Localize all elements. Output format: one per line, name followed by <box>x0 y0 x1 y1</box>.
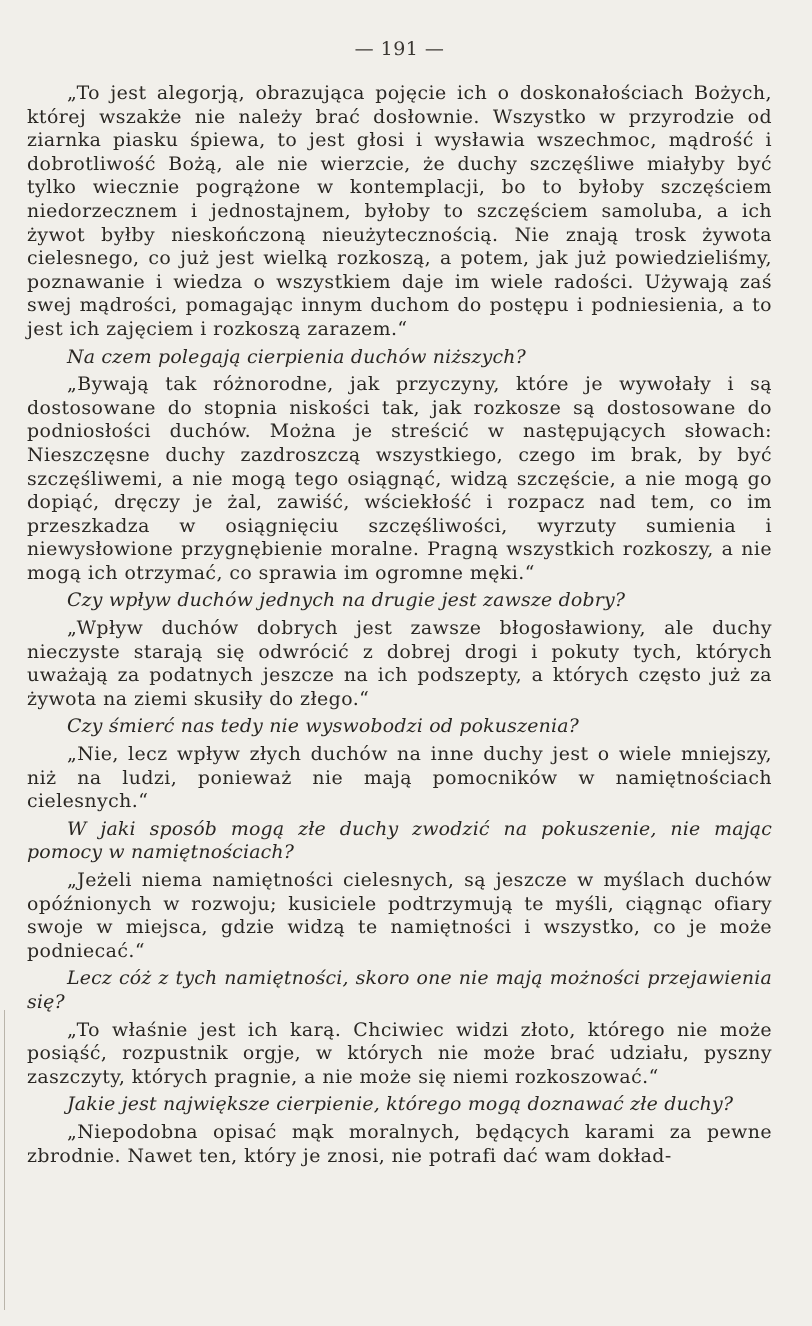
question-paragraph: Na czem polegają cierpienia duchów niższych? <box>67 345 526 368</box>
question-paragraph: W jaki sposób mogą złe duchy zwodzić na pokuszenie, nie mając pomocy w namiętnościach? <box>27 817 772 864</box>
answer-paragraph: „Jeżeli niema namiętności cielesnych, są jeszcze w myślach duchów opóźnionych w rozwoju; kusiciele podtrzymują te myśli, ciągnąc ofiary swoje w miejsca, gdzie widzą te namiętności i wszystko, co je może podniecać.“ <box>27 869 772 962</box>
page-body <box>27 82 772 1168</box>
answer-paragraph: „Niepodobna opisać mąk moralnych, będących karami za pewne zbrodnie. Nawet ten, który je znosi, nie potrafi dać wam dokład- <box>27 1120 772 1167</box>
answer-paragraph: „To właśnie jest ich karą. Chciwiec widzi złoto, którego nie może posiąść, rozpustnik orgje, w których nie może brać udziału, pyszny zaszczyty, których pragnie, a nie może się niemi rozkoszować.“ <box>27 1018 772 1088</box>
question-paragraph: Czy wpływ duchów jednych na drugie jest zawsze dobry? <box>67 589 626 612</box>
answer-paragraph: „Bywają tak różnorodne, jak przyczyny, które je wywołały i są dostosowane do stopnia niskości tak, jak rozkosze są dostosowane do podniosłości duchów. Można je streścić w następujących słowach: Nieszczęsne duchy zazdroszczą wszystkiego, czego im brak, by być szczęśliwemi, a nie mogą tego osiągnąć, widzą szczęście, a nie mogą go dopiąć, dręczy je żal, zawiść, wściekłość i rozpacz nad tem, co im przeszkadza w osiągnięciu szczęśliwości, wyrzuty sumienia i niewysłowione przygnębienie moralne. Pragną wszystkich rozkoszy, a nie mogą ich otrzymać, co sprawia im ogromne męki.“ <box>27 373 772 584</box>
question-paragraph: Jakie jest największe cierpienie, którego mogą doznawać złe duchy? <box>67 1093 734 1116</box>
page-number: — 191 — <box>354 38 445 60</box>
answer-paragraph: „Nie, lecz wpływ złych duchów na inne duchy jest o wiele mniejszy, niż na ludzi, ponieważ nie mają pomocników w namiętnościach cielesnych.“ <box>27 743 772 813</box>
question-paragraph: Czy śmierć nas tedy nie wyswobodzi od pokuszenia? <box>67 715 579 738</box>
answer-paragraph: „To jest alegorją, obrazująca pojęcie ich o doskonałościach Bożych, której wszakże nie należy brać dosłownie. Wszystko w przyrodzie od ziarnka piasku śpiewa, to jest głosi i wysławia wszechmoc, mądrość i dobrotliwość Bożą, ale nie wierzcie, że duchy szczęśliwe miałyby być tylko wiecznie pogrążone w kontemplacji, bo to byłoby szczęściem niedorzecznem i jednostajnem, byłoby to szczęściem samoluba, a ich żywot byłby nieskończoną nieużytecznością. Nie znają trosk żywota cielesnego, co już jest wielką rozkoszą, a potem, jak już powiedzieliśmy, poznawanie i wiedza o wszystkiem daje im wiele radości. Używają zaś swej mądrości, pomagając innym duchom do postępu i podniesienia, a to jest ich zajęciem i rozkoszą zarazem.“ <box>27 82 772 340</box>
question-paragraph: Lecz cóż z tych namiętności, skoro one nie mają możności przejawienia się? <box>27 967 772 1013</box>
answer-paragraph: „Wpływ duchów dobrych jest zawsze błogosławiony, ale duchy nieczyste starają się odwrócić z dobrej drogi i pokuty tych, których uważają za podatnych jeszcze na ich podszepty, a których często już za żywota na ziemi skusiły do złego.“ <box>27 617 772 710</box>
